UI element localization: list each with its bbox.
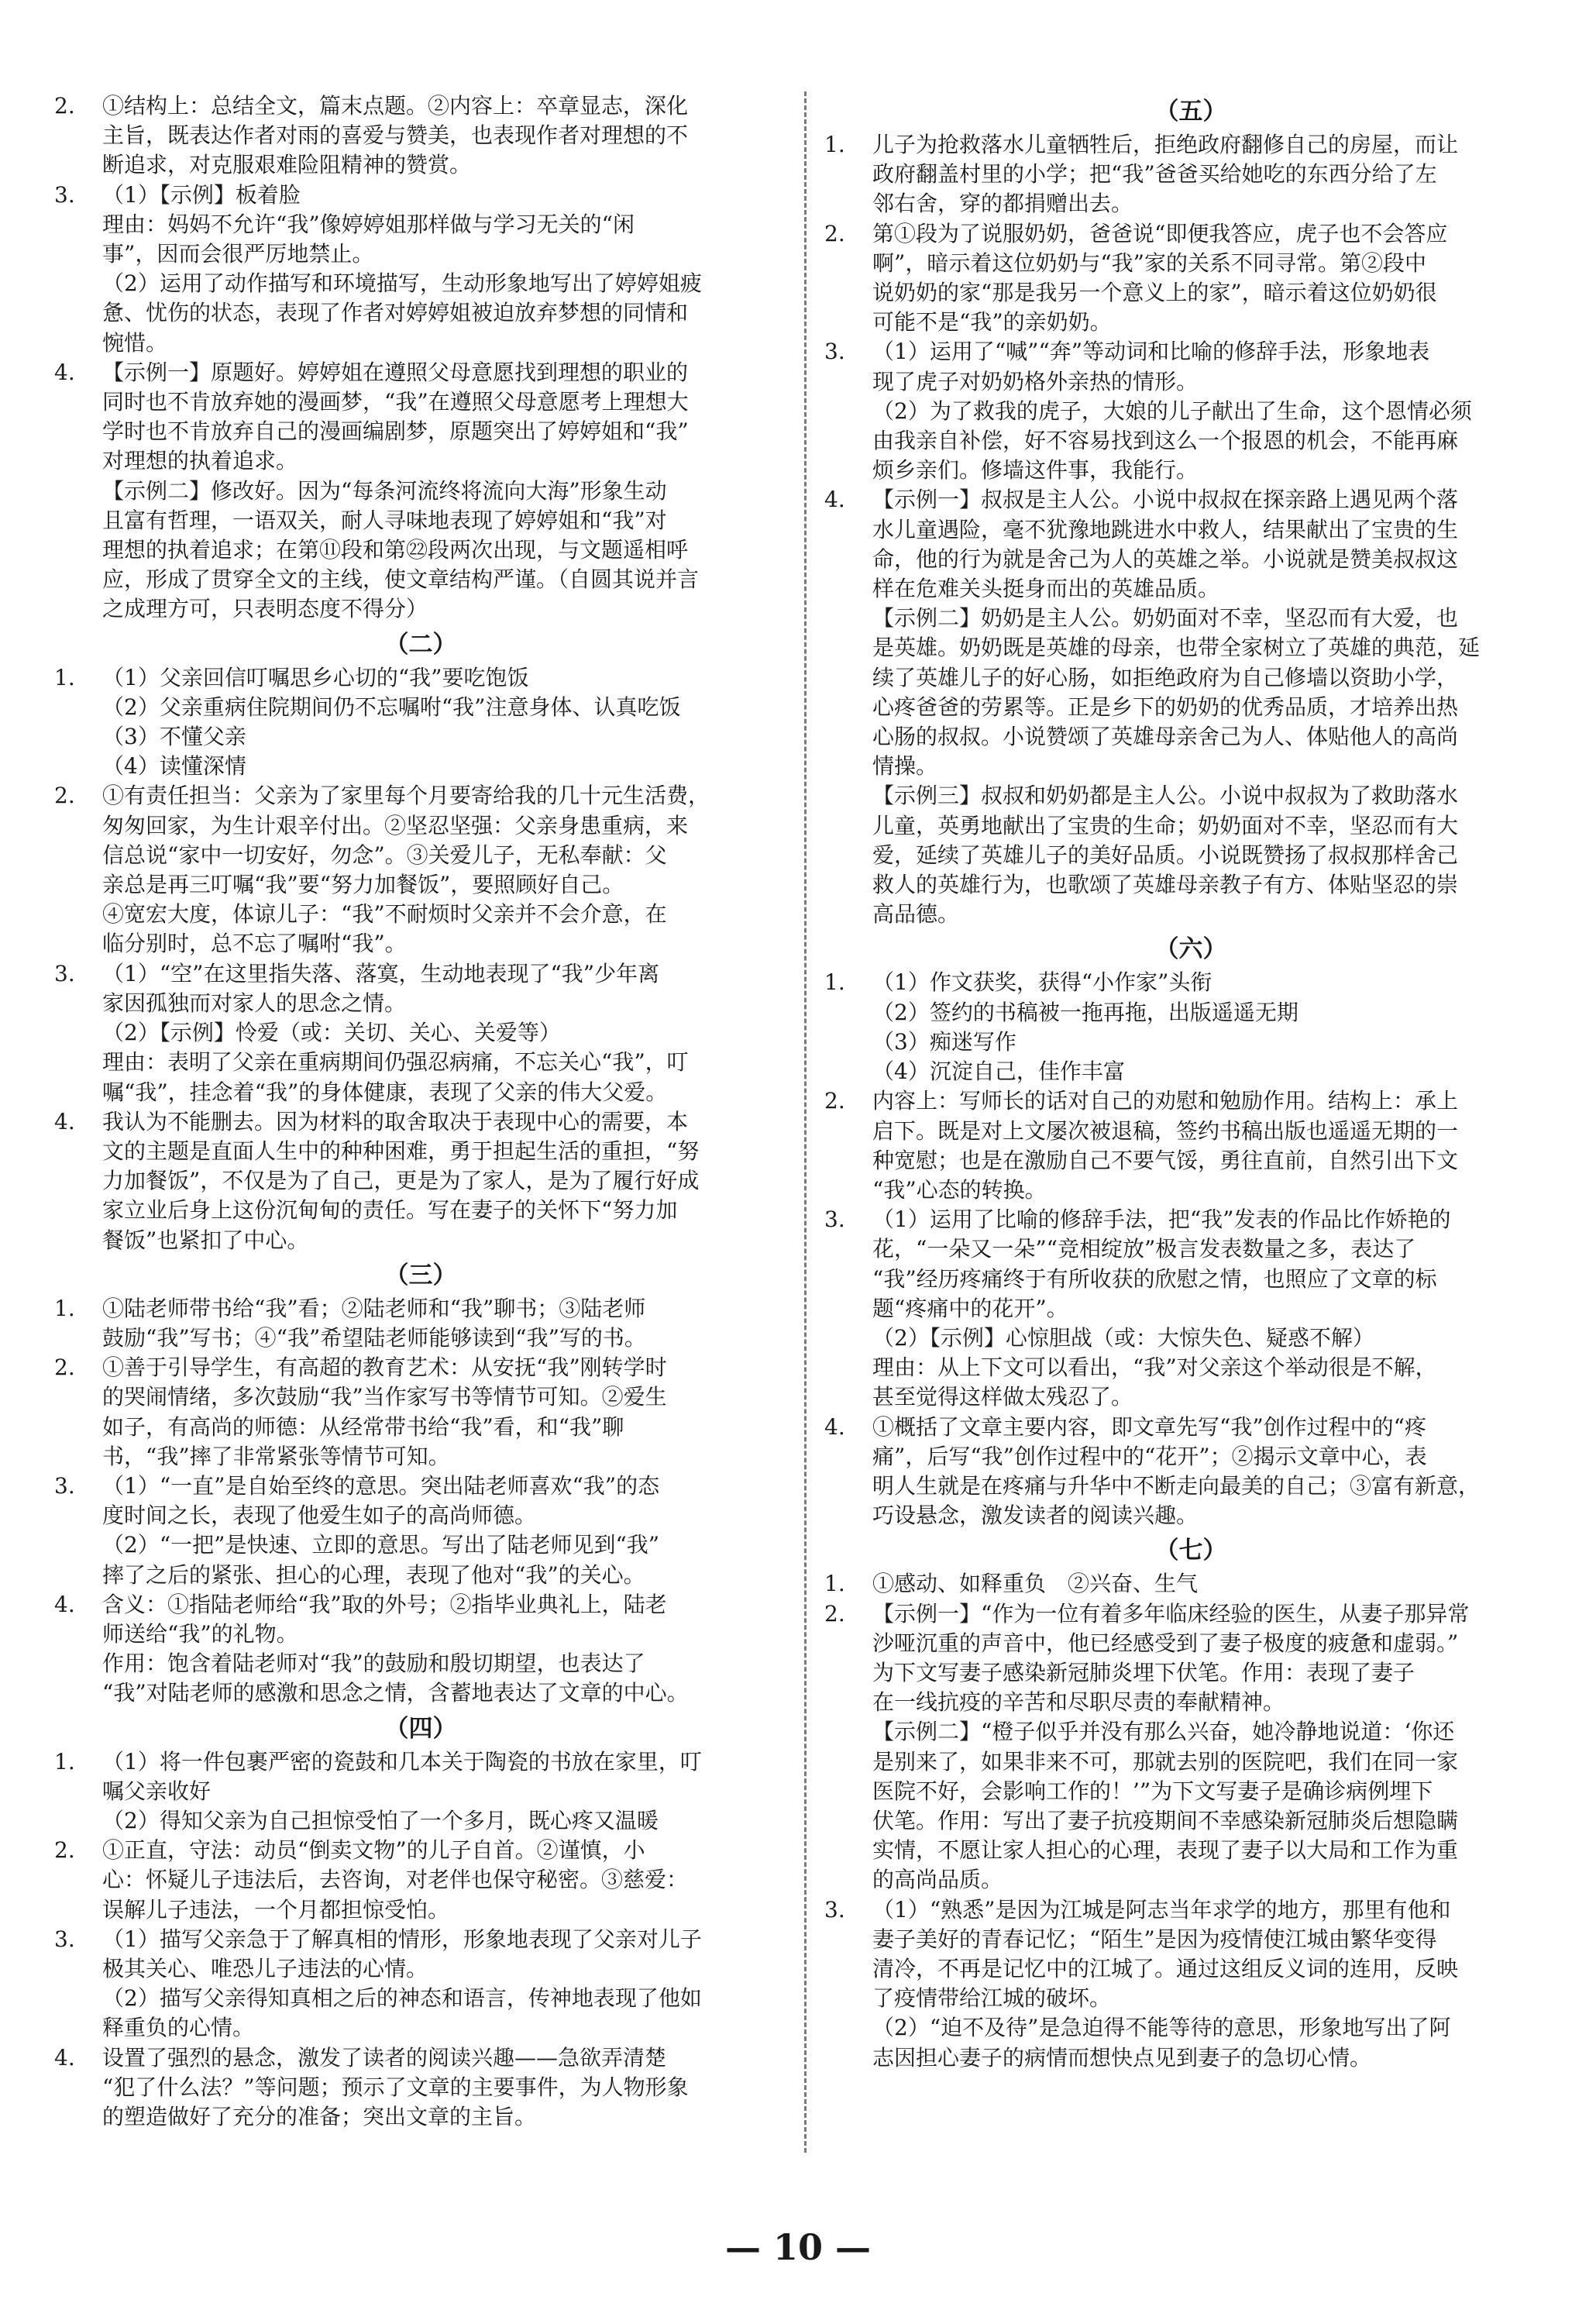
- answer-line: 学时也不肯放弃自己的漫画编剧梦，原题突出了婷婷姐和“我”: [102, 418, 689, 445]
- answer-line: 的高尚品质。: [872, 1867, 1003, 1893]
- answer-line: 理由：妈妈不允许“我”像婷婷姐那样做与学习无关的“闲: [102, 211, 635, 237]
- answer-line: 嘱“我”，挂念着“我”的身体健康，表现了父亲的伟大父爱。: [102, 1079, 668, 1105]
- section-heading: （五）: [1154, 98, 1227, 126]
- answer-item: [820, 1413, 1562, 1531]
- answer-number: 1.: [54, 1295, 75, 1321]
- answer-item: [820, 1599, 1562, 1895]
- answer-line: （1）“空”在这里指失落、落寞，生动地表现了“我”少年离: [102, 960, 660, 986]
- answer-line: 甚至觉得这样做太残忍了。: [872, 1384, 1133, 1410]
- answer-line: 误解儿子违法，一个月都担惊受怕。: [102, 1896, 450, 1923]
- answer-line: 烦乡亲们。修墙这件事，我能行。: [872, 457, 1199, 484]
- answer-line: （1）作文获奖，获得“小作家”头衔: [872, 969, 1212, 996]
- answer-line: （1）运用了比喻的修辞手法，把“我”发表的作品比作娇艳的: [872, 1207, 1451, 1233]
- answer-line: ④宽宏大度，体谅儿子：“我”不耐烦时父亲并不会介意，在: [102, 901, 667, 928]
- answer-item: [820, 219, 1562, 338]
- section-heading: （四）: [384, 1714, 457, 1743]
- answer-line: 亲总是再三叮嘱“我”要“努力加餐饭”，要照顾好自己。: [102, 872, 624, 898]
- answer-line: 第①段为了说服奶奶，爸爸说“即便我答应，虎子也不会答应: [872, 220, 1448, 246]
- answer-line: “我”心态的转换。: [872, 1176, 1047, 1203]
- answer-line: 【示例一】原题好。婷婷姐在遵照父母意愿找到理想的职业的: [102, 359, 689, 385]
- answer-item: [50, 2043, 792, 2133]
- answer-item: [820, 1205, 1562, 1412]
- answer-line: 且富有哲理，一语双关，耐人寻味地表现了婷婷姐和“我”对: [102, 507, 667, 533]
- answer-line: 沙哑沉重的声音中，他已经感受到了妻子极度的疲惫和虚弱。”: [872, 1630, 1459, 1656]
- answer-line: 含义：①指陆老师给“我”取的外号；②指毕业典礼上，陆老: [102, 1591, 667, 1617]
- answer-item: [50, 663, 792, 782]
- answer-line: 度时间之长，表现了他爱生如子的高尚师德。: [102, 1503, 537, 1529]
- section-heading: （三）: [384, 1261, 457, 1289]
- answer-number: 4.: [54, 1108, 75, 1134]
- answer-line: 爱，延续了英雄儿子的美好品质。小说既赞扬了叔叔那样舍己: [872, 842, 1459, 868]
- answer-line: （2）得知父亲为自己担惊受怕了一个多月，既心疼又温暖: [102, 1807, 659, 1833]
- answer-line: （2）【示例】心惊胆战（或：大惊失色、疑惑不解）: [872, 1324, 1374, 1351]
- answer-number: 2.: [54, 783, 75, 809]
- answer-line: 理由：从上下文可以看出，“我”对父亲这个举动很是不解，: [872, 1355, 1437, 1381]
- answer-line: ①概括了文章主要内容，即文章先写“我”创作过程中的“疼: [872, 1413, 1426, 1440]
- answer-line: 救人的英雄行为，也歌颂了英雄母亲教子有方、体贴坚忍的崇: [872, 872, 1459, 898]
- answer-number: 2.: [54, 93, 75, 119]
- answer-line: 痛”，后写“我”创作过程中的“花开”；②揭示文章中心，表: [872, 1443, 1427, 1469]
- answer-line: （1）【示例】板着脸: [102, 181, 301, 208]
- answer-line: 现了虎子对奶奶格外亲热的情形。: [872, 368, 1199, 394]
- answer-line: 【示例二】奶奶是主人公。奶奶面对不幸，坚忍而有大爱，也: [872, 605, 1459, 632]
- section-heading: （六）: [1154, 935, 1227, 964]
- answer-line: 高品德。: [872, 901, 960, 928]
- answer-item: [50, 1294, 792, 1353]
- answer-line: 应，形成了贯穿全文的主线，使文章结构严谨。（自圆其说并言: [102, 566, 700, 593]
- answer-line: 医院不好，会影响工作的！’”为下文写妻子是确诊病例埋下: [872, 1778, 1433, 1804]
- answer-line: （1）描写父亲急于了解真相的情形，形象地表现了父亲对儿子: [102, 1926, 702, 1952]
- answer-number: 1.: [54, 1748, 75, 1775]
- answer-item: [50, 181, 792, 358]
- answer-line: 妻子美好的青春记忆；“陌生”是因为疫情使江城由繁华变得: [872, 1926, 1437, 1952]
- answer-line: 断追求，对克服艰难险阻精神的赞赏。: [102, 152, 472, 178]
- answer-number: 3.: [824, 339, 845, 365]
- answer-number: 4.: [54, 359, 75, 385]
- answer-line: 是英雄。奶奶既是英雄的母亲，也带全家树立了英雄的典范，延: [872, 635, 1481, 661]
- answer-line: 政府翻盖村里的小学；把“我”爸爸买给她吃的东西分给了左: [872, 161, 1437, 188]
- answer-line: 主旨，既表达作者对雨的喜爱与赞美，也表现作者对理想的不: [102, 122, 689, 149]
- answer-line: 同时也不肯放弃她的漫画梦，“我”在遵照父母意愿考上理想大: [102, 389, 689, 415]
- answer-line: 的哭闹情绪，多次鼓励“我”当作家写书等情节可知。②爱生: [102, 1384, 667, 1410]
- answer-number: 3.: [54, 1472, 75, 1499]
- answer-line: 我认为不能删去。因为材料的取舍取决于表现中心的需要，本: [102, 1108, 689, 1134]
- answer-line: 【示例一】“作为一位有着多年临床经验的医生，从妻子那异常: [872, 1600, 1470, 1627]
- answer-number: 3.: [54, 1926, 75, 1952]
- answer-line: 鼓励“我”写书；④“我”希望陆老师能够读到“我”写的书。: [102, 1324, 646, 1351]
- answer-line: ①有责任担当：父亲为了家里每个月要寄给我的几十元生活费，: [102, 783, 710, 809]
- answer-number: 2.: [824, 1600, 845, 1627]
- answer-number: 3.: [54, 960, 75, 986]
- answer-line: “我”经历疼痛终于有所收获的欣慰之情，也照应了文章的标: [872, 1265, 1437, 1292]
- answer-line: 清冷，不再是记忆中的江城了。通过这组反义词的连用，反映: [872, 1955, 1459, 1981]
- answer-line: 师送给“我”的礼物。: [102, 1620, 298, 1647]
- left-column: [50, 91, 792, 2153]
- answer-line: 事”，因而会很严厉地禁止。: [102, 241, 374, 267]
- answer-item: [50, 1107, 792, 1255]
- answer-line: 水儿童遇险，毫不犹豫地跳进水中救人，结果献出了宝贵的生: [872, 516, 1459, 542]
- answer-item: [820, 1569, 1562, 1599]
- answer-item: [820, 485, 1562, 929]
- answer-line: 之成理方可，只表明态度不得分）: [102, 596, 428, 622]
- answer-line: 啊”，暗示着这位奶奶与“我”家的关系不同寻常。第②段中: [872, 250, 1426, 276]
- answer-line: （2）【示例】怜爱（或：关切、关心、关爱等）: [102, 1020, 561, 1046]
- answer-item: [820, 1086, 1562, 1205]
- answer-number: 3.: [54, 181, 75, 208]
- answer-number: 2.: [824, 220, 845, 246]
- answer-line: 心：怀疑儿子违法后，去咨询，对老伴也保守秘密。③慈爱：: [102, 1867, 689, 1893]
- answer-line: 对理想的执着追求。: [102, 448, 298, 474]
- answer-line: （2）“迫不及待”是急迫得不能等待的意思，形象地写出了阿: [872, 2015, 1451, 2041]
- answer-line: 心疼爸爸的劳累等。正是乡下的奶奶的优秀品质，才培养出热: [872, 694, 1459, 720]
- answer-line: 摔了之后的紧张、担心的心理，表现了他对“我”的关心。: [102, 1561, 645, 1588]
- answer-item: [820, 337, 1562, 485]
- answer-line: （1）将一件包裹严密的瓷鼓和几本关于陶瓷的书放在家里，叮: [102, 1748, 702, 1775]
- answer-line: 样在危难关头挺身而出的英雄品质。: [872, 576, 1220, 602]
- answer-line: （1）“熟悉”是因为江城是阿志当年求学的地方，那里有他和: [872, 1896, 1451, 1923]
- answer-number: 1.: [824, 969, 845, 996]
- answer-line: 在一线抗疫的辛苦和尽职尽责的奉献精神。: [872, 1689, 1285, 1716]
- answer-number: 4.: [54, 2044, 75, 2071]
- answer-number: 3.: [824, 1896, 845, 1923]
- answer-line: 惫、忧伤的状态，表现了作者对婷婷姐被迫放弃梦想的同情和: [102, 300, 689, 326]
- answer-line: 花，“一朵又一朵”“竞相绽放”极言发表数量之多，表达了: [872, 1236, 1416, 1262]
- answer-item: [50, 781, 792, 959]
- answer-line: （2）为了救我的虎子，大娘的儿子献出了生命，这个恩情必须: [872, 398, 1472, 424]
- answer-number: 1.: [824, 132, 845, 157]
- answer-number: 4.: [54, 1591, 75, 1617]
- answer-line: （2）描写父亲得知真相之后的神态和语言，传神地表现了他如: [102, 1985, 702, 2012]
- answer-number: 2.: [54, 1355, 75, 1381]
- answer-line: 情操。: [872, 753, 938, 780]
- answer-line: 儿子为抢救落水儿童牺牲后，拒绝政府翻修自己的房屋，而让: [872, 132, 1459, 157]
- answer-line: 心肠的叔叔。小说赞颂了英雄母亲舍己为人、体贴他人的高尚: [872, 724, 1459, 750]
- answer-item: [50, 1472, 792, 1590]
- answer-line: 惋惜。: [102, 329, 168, 356]
- section-heading: （二）: [384, 630, 457, 659]
- answer-line: 临分别时，总不忘了嘱咐“我”。: [102, 931, 407, 957]
- answer-line: 力加餐饭”，不仅是为了自己，更是为了家人，是为了履行好成: [102, 1168, 700, 1194]
- answer-line: （1）运用了“喊”“奔”等动词和比喻的修辞手法，形象地表: [872, 339, 1430, 365]
- answer-number: 1.: [824, 1571, 845, 1597]
- answer-line: 为下文写妻子感染新冠肺炎埋下伏笔。作用：表现了妻子: [872, 1659, 1415, 1685]
- answer-line: “我”对陆老师的感激和思念之情，含蓄地表达了文章的中心。: [102, 1680, 689, 1706]
- answer-line: 家因孤独而对家人的思念之情。: [102, 990, 407, 1016]
- answer-line: 嘱父亲收好: [102, 1778, 212, 1804]
- answer-item: [820, 968, 1562, 1086]
- answer-line: 实情，不愿让家人担心的心理，表现了妻子以大局和工作为重: [872, 1837, 1459, 1864]
- answer-line: 命，他的行为就是舍己为人的英雄之举。小说就是赞美叔叔这: [872, 546, 1459, 572]
- answer-line: 【示例二】修改好。因为“每条河流终将流向大海”形象生动: [102, 477, 667, 504]
- answer-item: [820, 130, 1562, 219]
- answer-line: 可能不是“我”的亲奶奶。: [872, 309, 1112, 336]
- answer-item: [820, 1895, 1562, 2073]
- answer-line: 【示例三】叔叔和奶奶都是主人公。小说中叔叔为了救助落水: [872, 783, 1459, 809]
- answer-line: 邻右舍，穿的都捐赠出去。: [872, 191, 1133, 217]
- answer-line: 儿童，英勇地献出了宝贵的生命；奶奶面对不幸，坚忍而有大: [872, 812, 1459, 838]
- answer-item: [50, 358, 792, 625]
- answer-line: 续了英雄儿子的好心肠，如拒绝政府为自己修墙以资助小学，: [872, 664, 1459, 690]
- answer-number: 2.: [54, 1837, 75, 1864]
- answer-line: （1）父亲回信叮嘱思乡心切的“我”要吃饱饭: [102, 664, 529, 690]
- answer-line: 题“疼痛中的花开”。: [872, 1295, 1068, 1321]
- answer-line: （4）沉淀自己，佳作丰富: [872, 1059, 1125, 1085]
- answer-line: （3）痴迷写作: [872, 1028, 1016, 1055]
- answer-number: 1.: [54, 664, 75, 690]
- answer-line: （2）父亲重病住院期间仍不忘嘱咐“我”注意身体、认真吃饭: [102, 694, 681, 720]
- page-number: — 10 —: [724, 2226, 872, 2268]
- answer-line: 明人生就是在疼痛与升华中不断走向最美的自己；③富有新意，: [872, 1472, 1481, 1499]
- answer-line: 是别来了，如果非来不可，那就去别的医院吧，我们在同一家: [872, 1748, 1459, 1775]
- right-column: [820, 91, 1562, 2153]
- answer-line: 书，“我”摔了非常紧张等情节可知。: [102, 1443, 450, 1469]
- answer-line: 理由：表明了父亲在重病期间仍强忍病痛，不忘关心“我”，叮: [102, 1049, 689, 1076]
- answer-item: [50, 1353, 792, 1472]
- answer-line: “犯了什么法？”等问题；预示了文章的主要事件，为人物形象: [102, 2074, 689, 2100]
- answer-line: 了疫情带给江城的破坏。: [872, 1985, 1112, 2012]
- answer-line: 文的主题是直面人生中的种种困难，勇于担起生活的重担，“努: [102, 1138, 700, 1164]
- column-divider: [804, 91, 807, 2153]
- answer-line: 【示例二】“橙子似乎并没有那么兴奋，她冷静地说道：‘你还: [872, 1719, 1455, 1745]
- answer-item: [50, 1836, 792, 1925]
- answer-line: 极其关心、唯恐儿子违法的心情。: [102, 1955, 428, 1981]
- answer-number: 2.: [824, 1088, 845, 1114]
- answer-line: 如子，有高尚的师德：从经常带书给“我”看，和“我”聊: [102, 1413, 624, 1440]
- answer-line: 餐饭”也紧扣了中心。: [102, 1227, 309, 1253]
- answer-line: （2）运用了动作描写和环境描写，生动形象地写出了婷婷姐疲: [102, 270, 702, 297]
- answer-number: 4.: [824, 487, 845, 513]
- answer-item: [50, 1925, 792, 2043]
- answer-line: 释重负的心情。: [102, 2015, 255, 2041]
- answer-line: 作用：饱含着陆老师对“我”的鼓励和殷切期望，也表达了: [102, 1651, 645, 1677]
- answer-number: 4.: [824, 1413, 845, 1440]
- answer-line: ①结构上：总结全文，篇末点题。②内容上：卒章显志，深化: [102, 93, 689, 119]
- answer-line: 由我亲自补偿，好不容易找到这么一个报恩的机会，不能再麻: [872, 428, 1459, 454]
- answer-line: 种宽慰；也是在激励自己不要气馁，勇往直前，自然引出下文: [872, 1147, 1459, 1173]
- answer-item: [50, 959, 792, 1107]
- answer-line: （3）不懂父亲: [102, 724, 246, 750]
- section-heading: （七）: [1154, 1537, 1227, 1565]
- answer-line: ①陆老师带书给“我”看；②陆老师和“我”聊书；③陆老师: [102, 1295, 646, 1321]
- answer-line: （4）读懂深情: [102, 753, 246, 780]
- answer-line: 理想的执着追求；在第⑪段和第㉒段两次出现，与文题遥相呼: [102, 537, 689, 563]
- answer-line: 【示例一】叔叔是主人公。小说中叔叔在探亲路上遇见两个落: [872, 487, 1459, 513]
- answer-item: [50, 1747, 792, 1837]
- answer-line: 志因担心妻子的病情而想快点见到妻子的急切心情。: [872, 2044, 1372, 2071]
- answer-line: 设置了强烈的悬念，激发了读者的阅读兴趣——急欲弄清楚: [102, 2044, 667, 2071]
- answer-line: 匆匆回家，为生计艰辛付出。②坚忍坚强：父亲身患重病，来: [102, 812, 689, 838]
- answer-line: 巧设悬念，激发读者的阅读兴趣。: [872, 1503, 1199, 1529]
- answer-line: ①感动、如释重负 ②兴奋、生气: [872, 1571, 1199, 1597]
- answer-item: [50, 1590, 792, 1709]
- answer-line: 的塑造做好了充分的准备；突出文章的主旨。: [102, 2104, 537, 2129]
- answer-number: 3.: [824, 1207, 845, 1233]
- answer-line: 信总说“家中一切安好，勿念”。③关爱儿子，无私奉献：父: [102, 842, 667, 868]
- answer-line: 启下。既是对上文屡次被退稿，签约书稿出版也遥遥无期的一: [872, 1117, 1459, 1144]
- answer-line: 伏笔。作用：写出了妻子抗疫期间不幸感染新冠肺炎后想隐瞒: [872, 1807, 1459, 1833]
- answer-line: （1）“一直”是自始至终的意思。突出陆老师喜欢“我”的态: [102, 1472, 660, 1499]
- answer-line: ①正直，守法：动员“倒卖文物”的儿子自首。②谨慎，小: [102, 1837, 645, 1864]
- answer-item: [50, 91, 792, 181]
- answer-line: ①善于引导学生，有高超的教育艺术：从安抚“我”刚转学时: [102, 1355, 667, 1381]
- answer-line: （2）签约的书稿被一拖再拖，出版遥遥无期: [872, 999, 1298, 1025]
- answer-line: 家立业后身上这份沉甸甸的责任。写在妻子的关怀下“努力加: [102, 1197, 678, 1224]
- answer-line: 内容上：写师长的话对自己的劝慰和勉励作用。结构上：承上: [872, 1088, 1459, 1114]
- answer-line: （2）“一把”是快速、立即的意思。写出了陆老师见到“我”: [102, 1532, 660, 1558]
- answer-line: 说奶奶的家“那是我另一个意义上的家”，暗示着这位奶奶很: [872, 280, 1437, 306]
